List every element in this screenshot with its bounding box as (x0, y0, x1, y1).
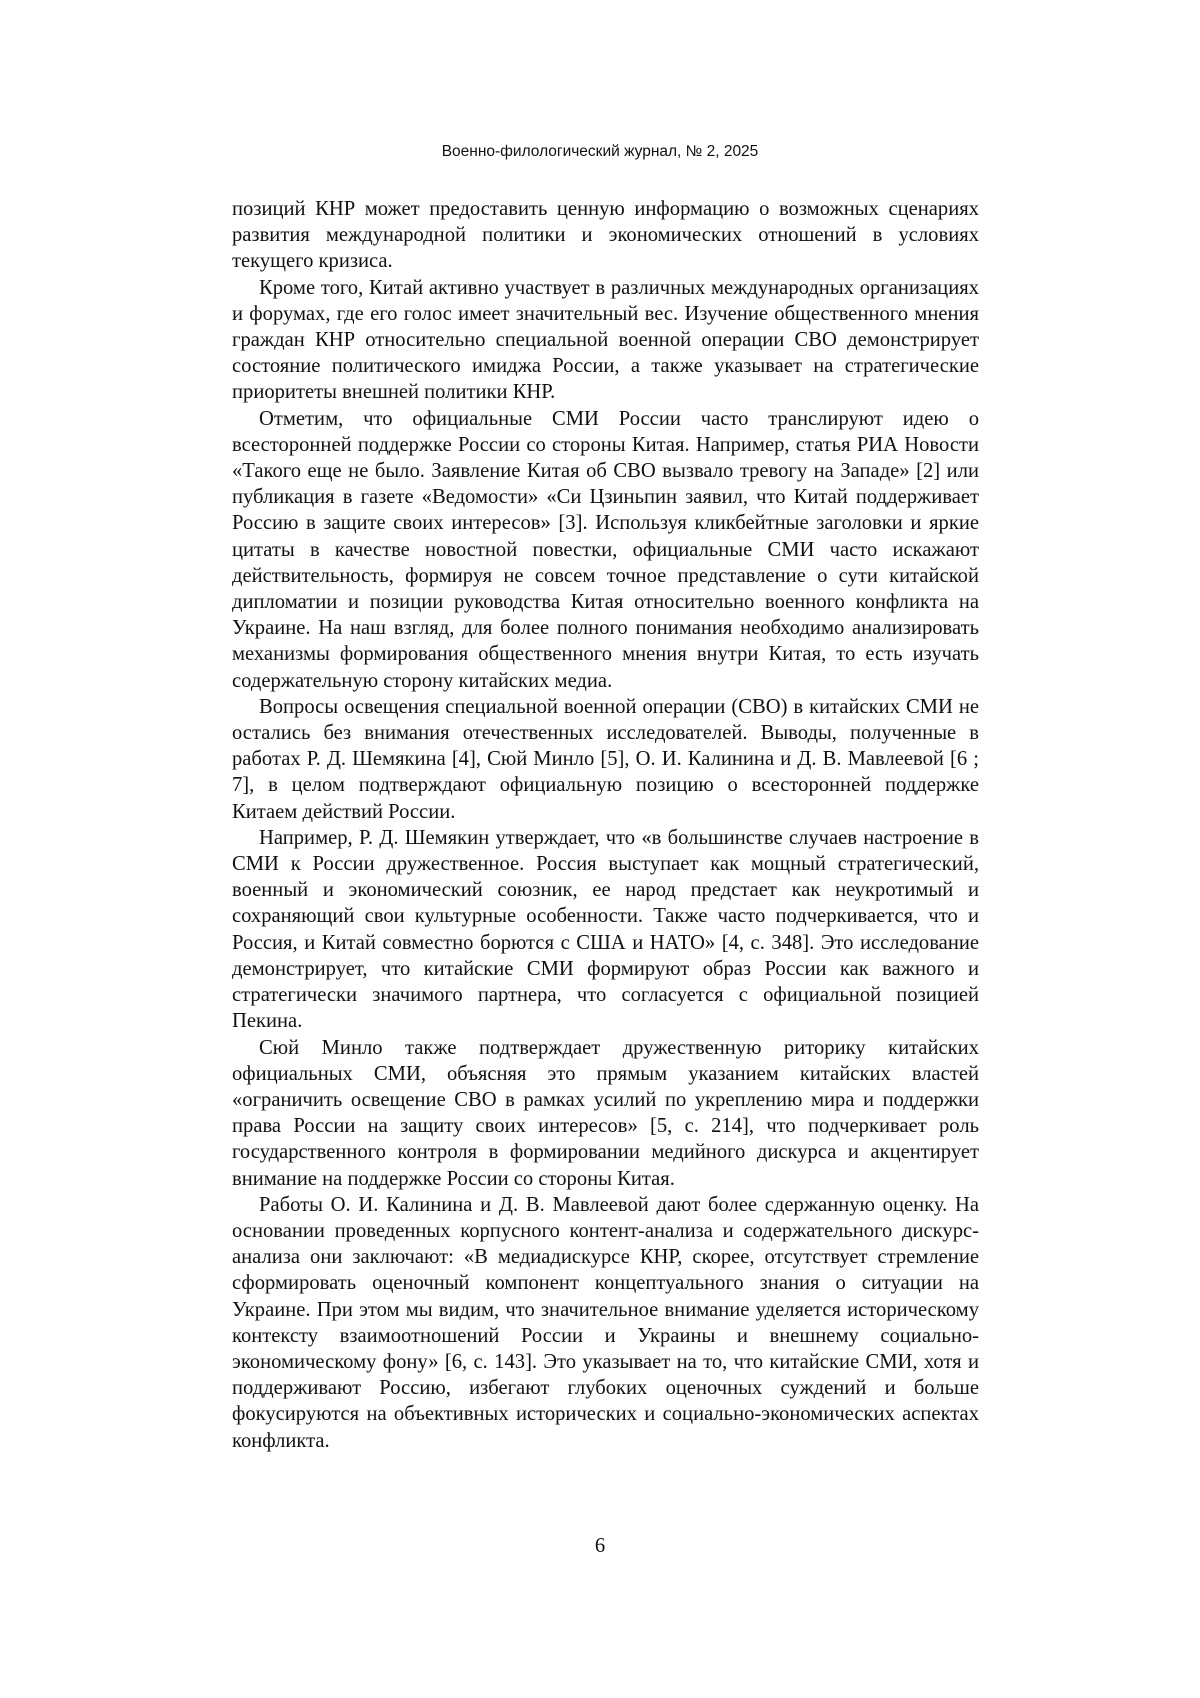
running-header: Военно-филологический журнал, № 2, 2025 (441, 143, 759, 160)
paragraph-xu-minluo: Сюй Минло также подтверждает дружественную риторику китайских официальных СМИ, объясняя это прямым указанием китайских властей «ограничить освещение СВО в рамках усилий по укреплению мира и поддержки права России на защиту своих интересов» [5, с. 214], что подчеркивает роль государственного контроля в формировании медийного дискурса и акцентирует внимание на поддержке России со стороны Китая. (232, 1036, 979, 1190)
paragraph-continuation: позиций КНР может предоставить ценную информацию о возможных сценариях развития международной политики и экономических отношений в условиях текущего кризиса. (232, 198, 979, 273)
paragraph-researchers: Вопросы освещения специальной военной операции (СВО) в китайских СМИ не остались без внимания отечественных исследователей. Выводы, полученные в работах Р. Д. Шемякина [4], Сюй Минло [5], О. И. Калинина и Д. В. Мавлеевой [6 ; 7], в целом подтверждают официальную позицию о всесторонней поддержке Китаем действий России. (232, 695, 979, 823)
paragraph-kalinin-mavleeva: Работы О. И. Калинина и Д. В. Мавлеевой дают более сдержанную оценку. На основании проведенных корпусного контент-анализа и содержательного дискурс-анализа они заключают: «В медиадискурсе КНР, скорее, отсутствует стремление сформировать оценочный компонент концептуального знания о ситуации на Украине. При этом мы видим, что значительное внимание уделяется историческому контексту взаимоотношений России и Украины и внешнему социально-экономическому фону» [6, с. 143]. Это указывает на то, что китайские СМИ, хотя и поддерживают Россию, избегают глубоких оценочных суждений и больше фокусируются на объективных исторических и социально-экономических аспектах конфликта. (232, 1193, 979, 1452)
article-body (232, 196, 979, 1454)
page-number: 6 (594, 1535, 606, 1557)
paragraph-china-organizations: Кроме того, Китай активно участвует в различных международных организациях и форумах, где его голос имеет значительный вес. Изучение общественного мнения граждан КНР относительно специальной военной операции СВО демонстрирует состояние политического имиджа России, а также указывает на стратегические приоритеты внешней политики КНР. (232, 276, 979, 404)
paragraph-shemyakin: Например, Р. Д. Шемякин утверждает, что «в большинстве случаев настроение в СМИ к России дружественное. Россия выступает как мощный стратегический, военный и экономический союзник, ее народ предстает как неукротимый и сохраняющий свои культурные особенности. Также часто подчеркивается, что и Россия, и Китай совместно борются с США и НАТО» [4, с. 348]. Это исследование демонстрирует, что китайские СМИ формируют образ России как важного и стратегически значимого партнера, что согласуется с официальной позицией Пекина. (232, 826, 979, 1033)
paragraph-russian-media: Отметим, что официальные СМИ России часто транслируют идею о всесторонней поддержке России со стороны Китая. Например, статья РИА Новости «Такого еще не было. Заявление Китая об СВО вызвало тревогу на Западе» [2] или публикация в газете «Ведомости» «Си Цзиньпин заявил, что Китай поддерживает Россию в защите своих интересов» [3]. Используя кликбейтные заголовки и яркие цитаты в качестве новостной повестки, официальные СМИ часто искажают действительность, формируя не совсем точное представление о сути китайской дипломатии и позиции руководства Китая относительно военного конфликта на Украине. На наш взгляд, для более полного понимания необходимо анализировать механизмы формирования общественного мнения внутри Китая, то есть изучать содержательную сторону китайских медиа. (232, 407, 979, 692)
